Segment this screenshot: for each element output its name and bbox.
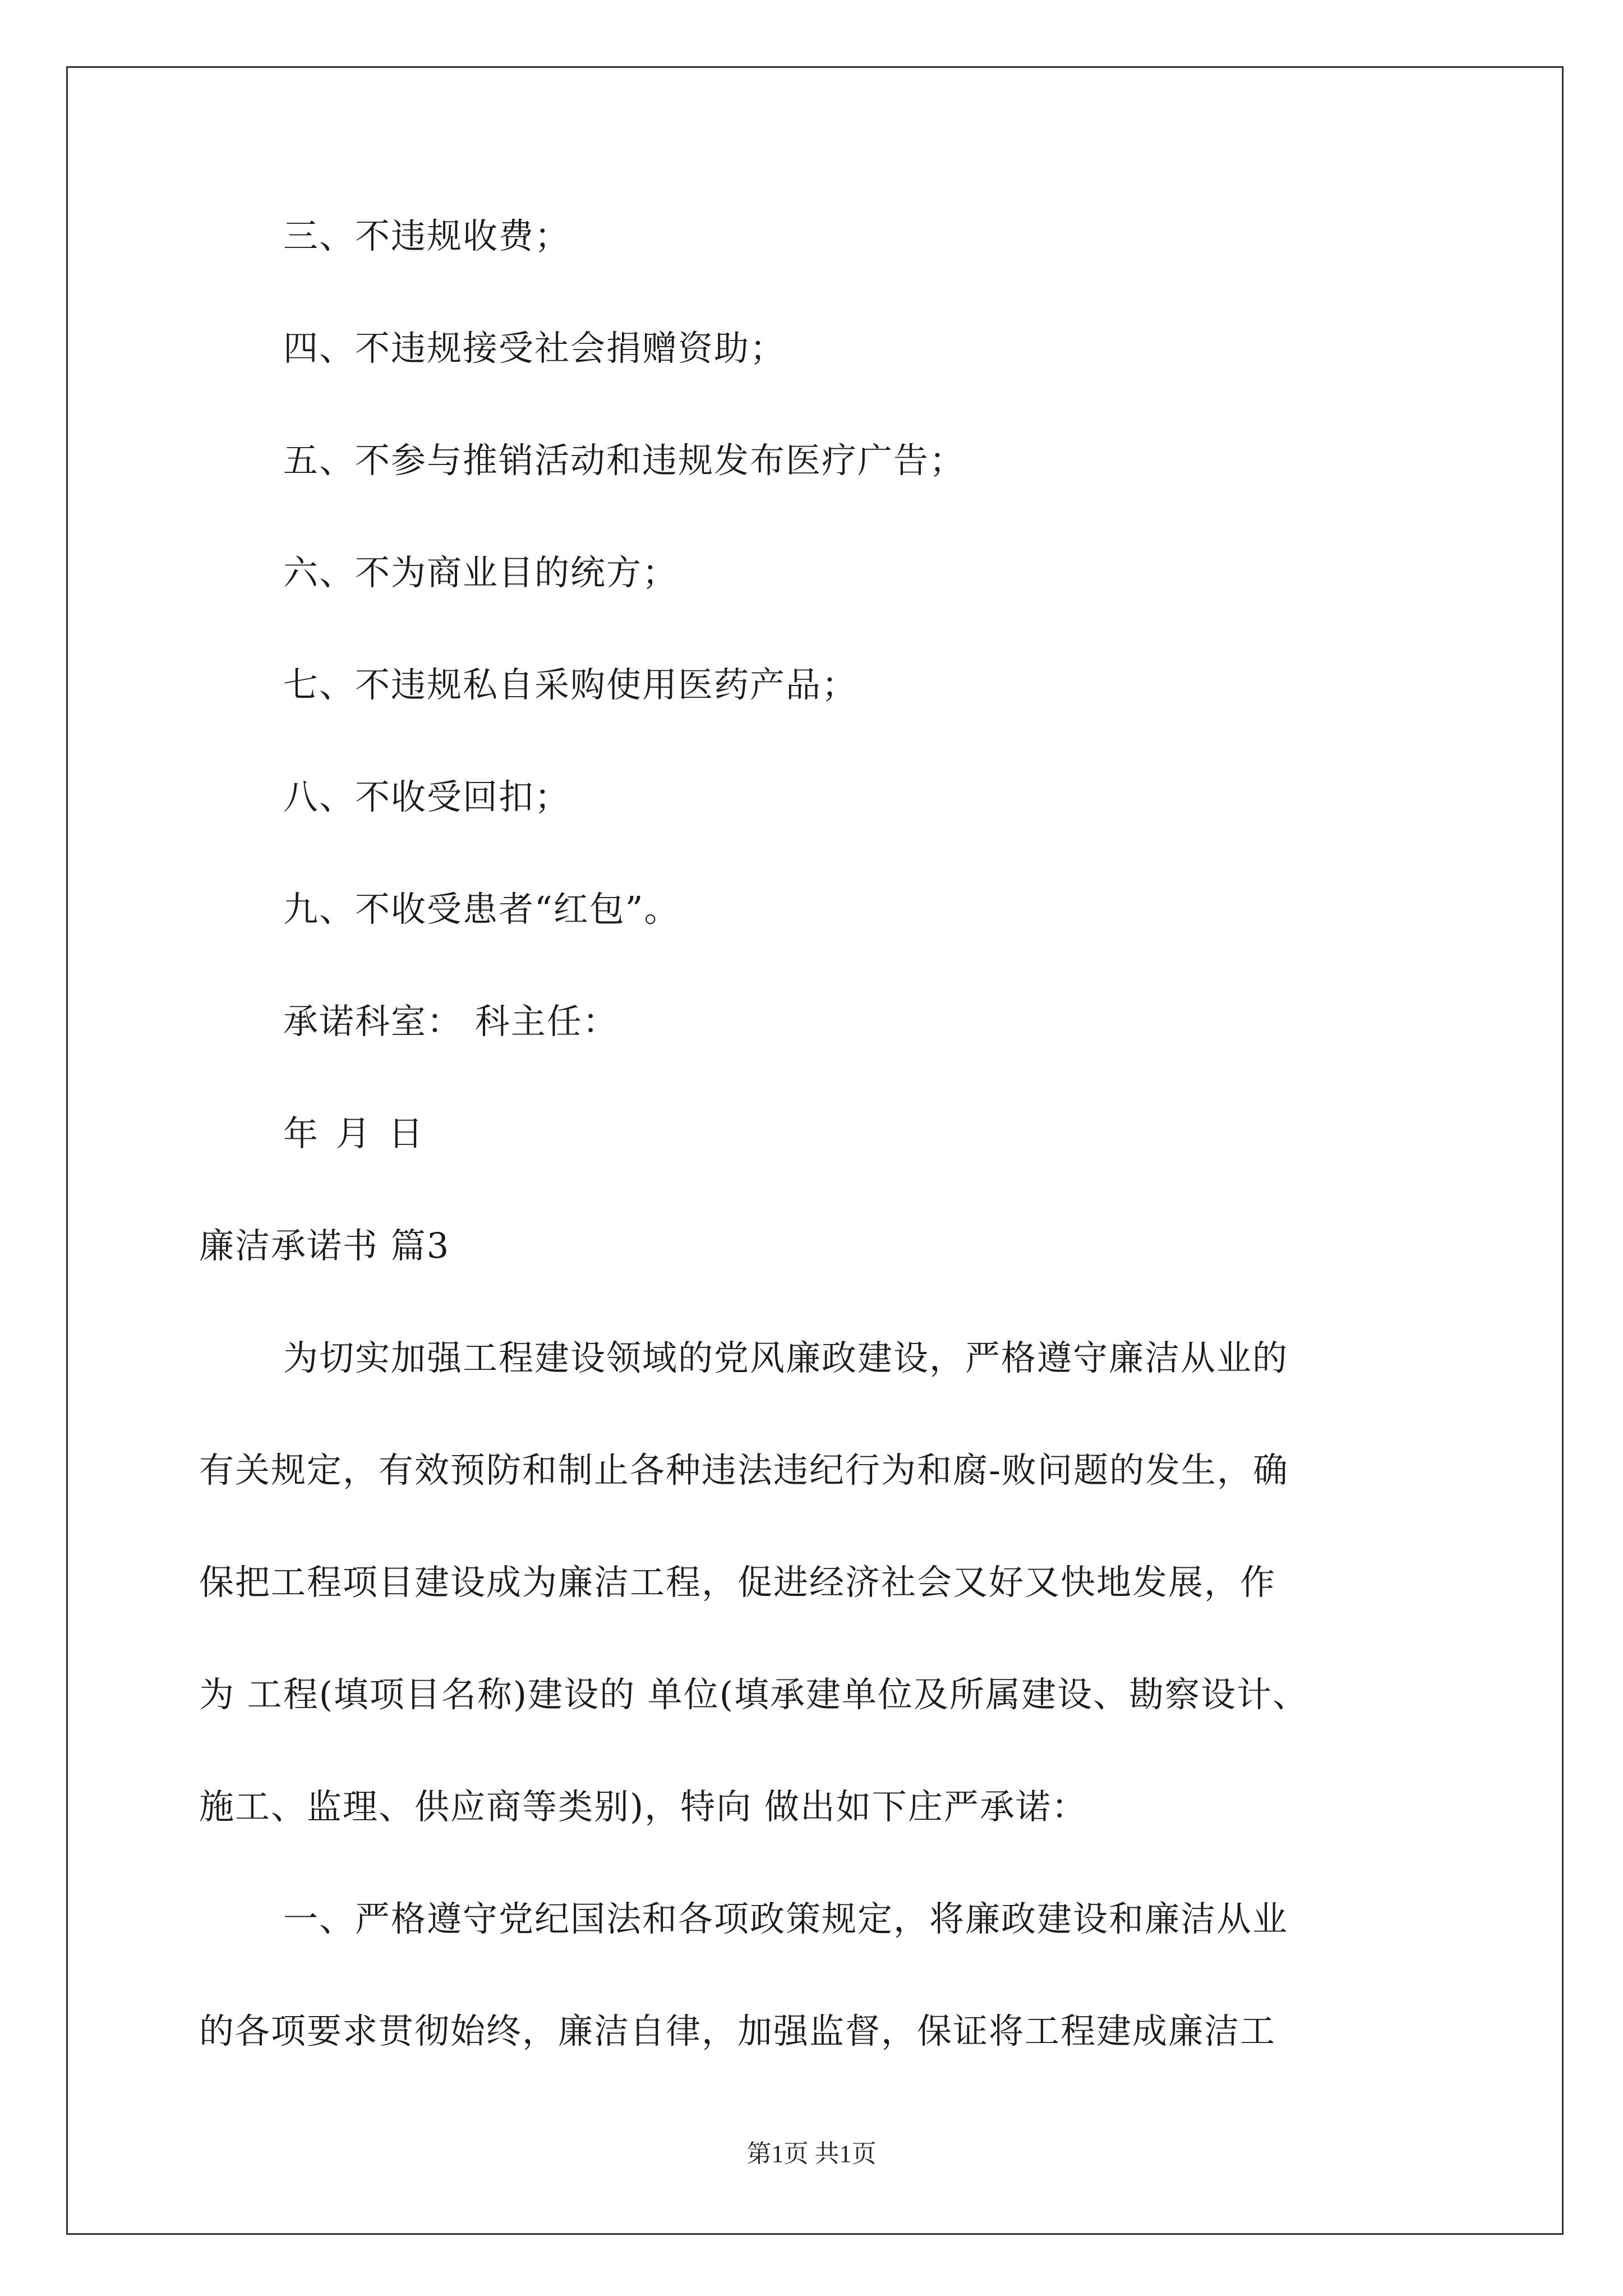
paragraph-line: 有关规定，有效预防和制止各种违法违纪行为和腐-败问题的发生，确 [199,1450,1289,1490]
commitment-line: 五、不参与推销活动和违规发布医疗广告； [283,440,966,481]
commitment-line: 六、不为商业目的统方； [283,552,679,593]
commitment-line: 承诺科室： 科主任： [283,1001,619,1042]
paragraph-line: 为切实加强工程建设领域的党风廉政建设，严格遵守廉洁从业的 [283,1337,1289,1378]
paragraph-line: 的各项要求贯彻始终，廉洁自律，加强监督，保证将工程建成廉洁工 [199,2010,1276,2051]
paragraph-line: 一、严格遵守党纪国法和各项政策规定，将廉政建设和廉洁从业 [283,1898,1289,1939]
commitment-line: 八、不收受回扣； [283,776,571,817]
section-heading: 廉洁承诺书 篇3 [199,1225,450,1266]
commitment-line: 三、不违规收费； [283,215,571,256]
paragraph-line: 施工、监理、供应商等类别)，特向 做出如下庄严承诺： [199,1786,1087,1827]
page-footer: 第1页 共1页 [746,2140,877,2168]
commitment-line: 年 月 日 [283,1113,427,1154]
paragraph-line: 保把工程项目建设成为廉洁工程，促进经济社会又好又快地发展，作 [199,1562,1276,1603]
paragraph-line: 为 工程(填项目名称)建设的 单位(填承建单位及所属建设、勘察设计、 [199,1674,1308,1715]
commitment-line: 七、不违规私自采购使用医药产品； [283,664,858,705]
commitment-line: 四、不违规接受社会捐赠资助； [283,328,786,369]
commitment-line: 九、不收受患者“红包”。 [283,889,680,930]
